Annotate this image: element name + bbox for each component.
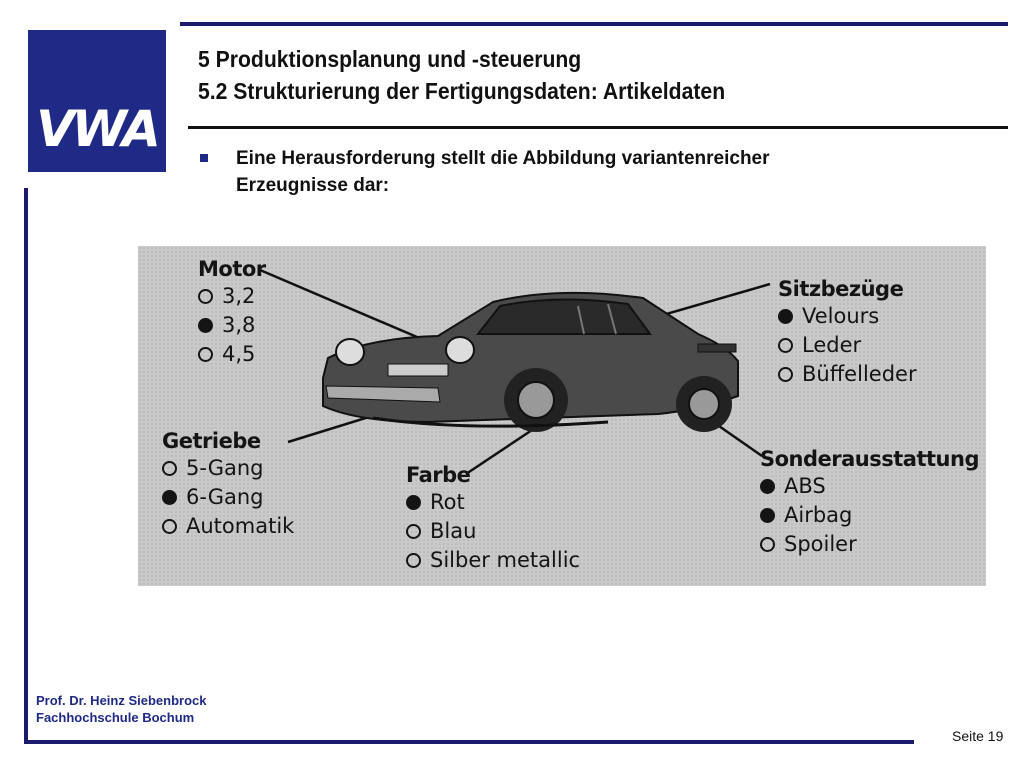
sitzbezuege-option-1[interactable] bbox=[778, 302, 917, 331]
bullet-text bbox=[236, 145, 936, 199]
car-variant-illustration bbox=[138, 246, 986, 586]
farbe-option-3[interactable] bbox=[406, 546, 580, 575]
bullet-square-icon bbox=[200, 154, 208, 162]
radio-empty-icon bbox=[778, 338, 793, 353]
page-number: Seite 19 bbox=[952, 728, 1004, 744]
radio-filled-icon bbox=[778, 309, 793, 324]
sonderausstattung-heading: Sonderausstattung bbox=[760, 447, 979, 471]
sonderausstattung-option-3[interactable] bbox=[760, 530, 979, 559]
radio-empty-icon bbox=[198, 347, 213, 362]
footer-institution: Fachhochschule Bochum bbox=[36, 710, 195, 725]
option-label: Velours bbox=[802, 304, 880, 328]
sonderausstattung-options bbox=[760, 446, 979, 559]
page-subtitle: 5.2 Strukturierung der Fertigungsdaten: Artikeldaten bbox=[198, 78, 726, 104]
vwa-logo bbox=[28, 30, 166, 172]
option-label: Büffelleder bbox=[802, 362, 917, 386]
motor-options bbox=[198, 256, 266, 369]
top-rule bbox=[180, 22, 1008, 26]
radio-filled-icon bbox=[406, 495, 421, 510]
sitzbezuege-option-3[interactable] bbox=[778, 360, 917, 389]
radio-empty-icon bbox=[778, 367, 793, 382]
radio-empty-icon bbox=[406, 524, 421, 539]
option-label: 3,2 bbox=[222, 284, 256, 308]
radio-empty-icon bbox=[162, 461, 177, 476]
option-label: Spoiler bbox=[784, 532, 857, 556]
option-label: 3,8 bbox=[222, 313, 256, 337]
option-label: Rot bbox=[430, 490, 465, 514]
radio-filled-icon bbox=[162, 490, 177, 505]
radio-empty-icon bbox=[198, 289, 213, 304]
farbe-option-2[interactable] bbox=[406, 517, 580, 546]
title-rule bbox=[188, 126, 1008, 129]
option-label: ABS bbox=[784, 474, 826, 498]
option-label: 4,5 bbox=[222, 342, 256, 366]
option-label: 6-Gang bbox=[186, 485, 264, 509]
page-title: 5 Produktionsplanung und -steuerung bbox=[198, 46, 582, 72]
option-label: Leder bbox=[802, 333, 862, 357]
getriebe-option-1[interactable] bbox=[162, 454, 294, 483]
footer-credits bbox=[36, 692, 207, 726]
bullet-text-line2: Erzeugnisse dar: bbox=[236, 175, 390, 196]
option-label: Blau bbox=[430, 519, 477, 543]
sonderausstattung-option-2[interactable] bbox=[760, 501, 979, 530]
radio-empty-icon bbox=[162, 519, 177, 534]
farbe-options bbox=[406, 462, 580, 575]
bullet-text-line1: Eine Herausforderung stellt die Abbildung variantenreicher bbox=[236, 148, 770, 169]
farbe-heading: Farbe bbox=[406, 463, 471, 487]
sitzbezuege-option-2[interactable] bbox=[778, 331, 917, 360]
getriebe-option-3[interactable] bbox=[162, 512, 294, 541]
option-label: Airbag bbox=[784, 503, 853, 527]
getriebe-options bbox=[162, 428, 294, 541]
radio-filled-icon bbox=[760, 479, 775, 494]
option-label: Silber metallic bbox=[430, 548, 581, 572]
motor-option-3[interactable] bbox=[198, 340, 266, 369]
motor-option-1[interactable] bbox=[198, 282, 266, 311]
radio-filled-icon bbox=[760, 508, 775, 523]
footer-author: Prof. Dr. Heinz Siebenbrock bbox=[36, 693, 207, 708]
motor-heading: Motor bbox=[198, 257, 266, 281]
left-rule bbox=[24, 188, 28, 744]
sitzbezuege-options bbox=[778, 276, 917, 389]
option-label: Automatik bbox=[186, 514, 295, 538]
car-icon bbox=[323, 293, 738, 432]
farbe-option-1[interactable] bbox=[406, 488, 580, 517]
motor-option-2[interactable] bbox=[198, 311, 266, 340]
radio-empty-icon bbox=[760, 537, 775, 552]
logo-text: VWA bbox=[36, 100, 158, 158]
sonderausstattung-option-1[interactable] bbox=[760, 472, 979, 501]
sitzbezuege-heading: Sitzbezüge bbox=[778, 277, 904, 301]
getriebe-heading: Getriebe bbox=[162, 429, 261, 453]
radio-filled-icon bbox=[198, 318, 213, 333]
bottom-rule bbox=[24, 740, 914, 744]
getriebe-option-2[interactable] bbox=[162, 483, 294, 512]
radio-empty-icon bbox=[406, 553, 421, 568]
option-label: 5-Gang bbox=[186, 456, 264, 480]
